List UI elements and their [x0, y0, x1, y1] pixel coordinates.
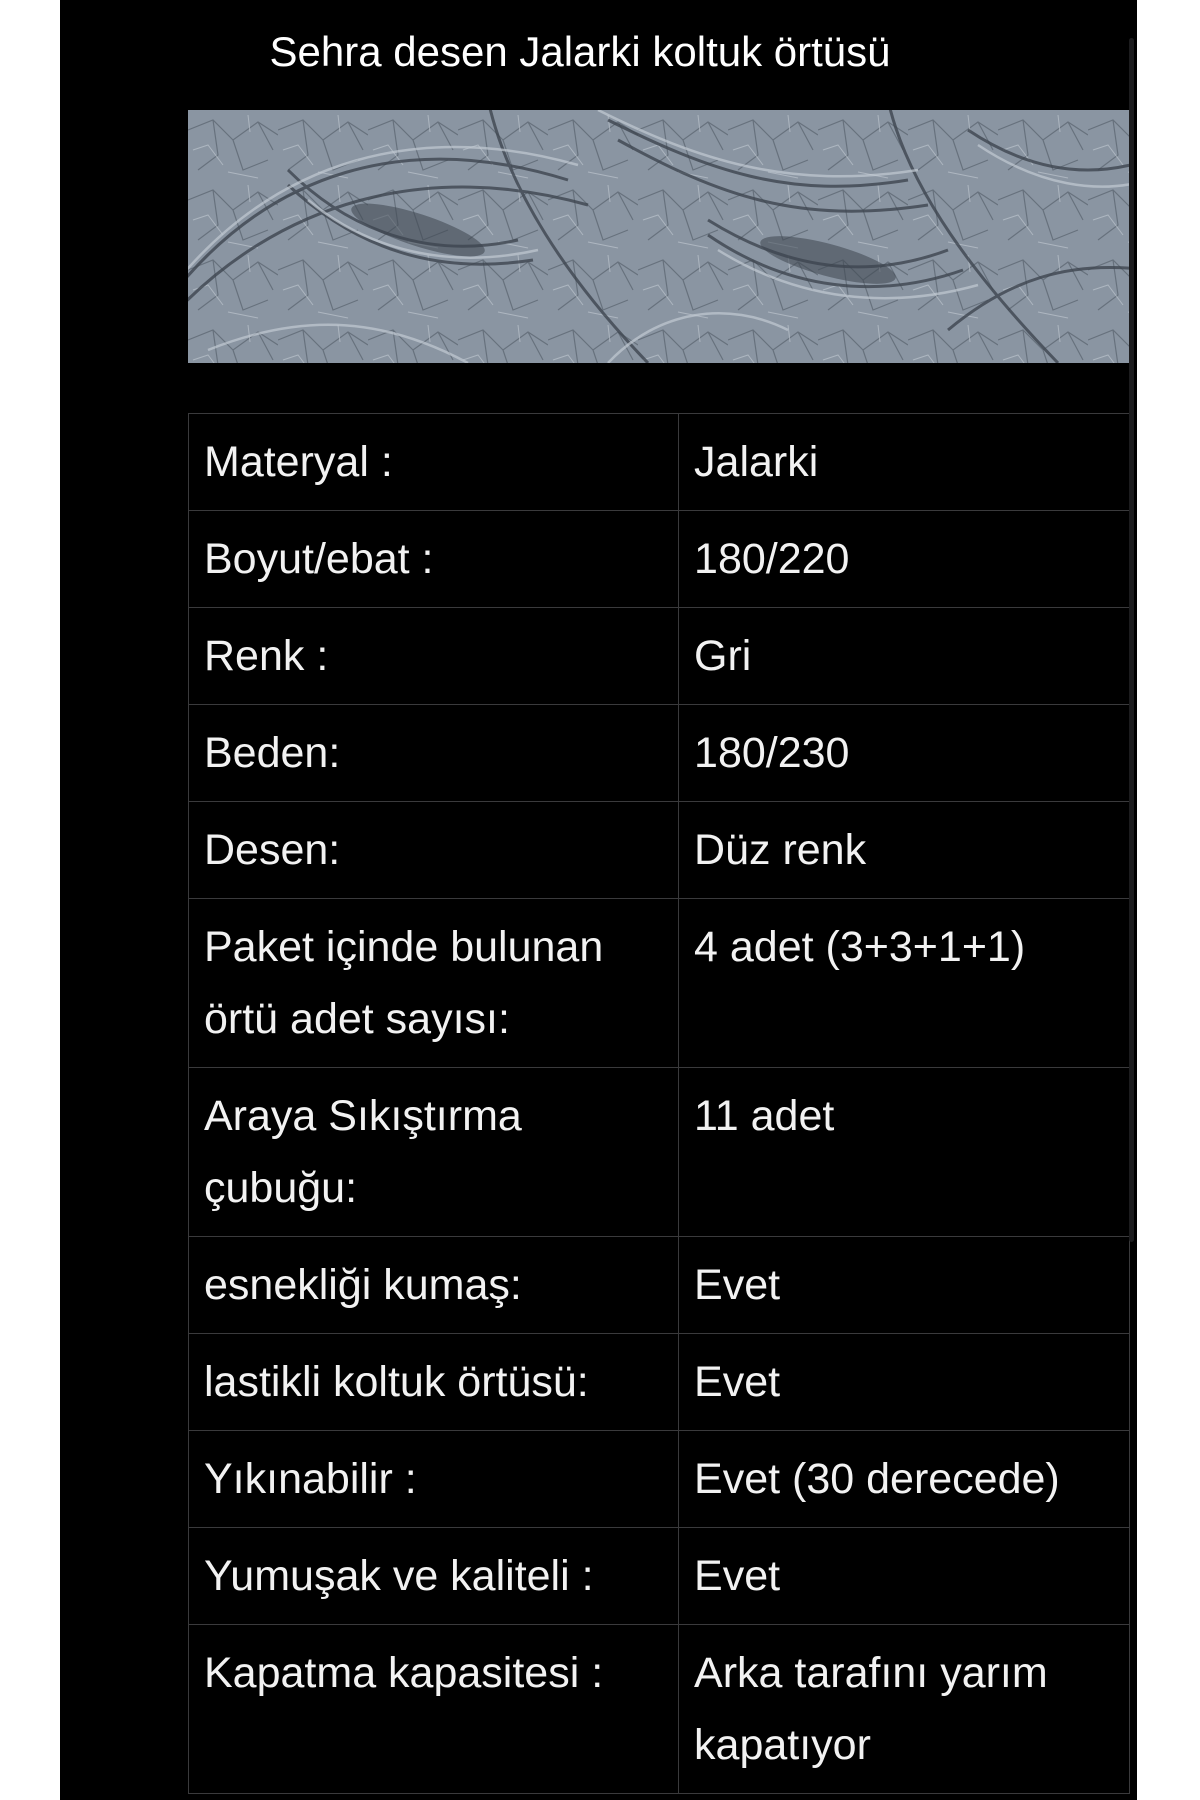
spec-label: Araya Sıkıştırma çubuğu: — [189, 1068, 679, 1237]
spec-label: esnekliği kumaş: — [189, 1237, 679, 1334]
table-row — [189, 1237, 1130, 1334]
spec-label: Kapatma kapasitesi : — [189, 1625, 679, 1794]
table-row — [189, 1334, 1130, 1431]
table-row — [189, 608, 1130, 705]
spec-label: Boyut/ebat : — [189, 511, 679, 608]
spec-label: Yıkınabilir : — [189, 1431, 679, 1528]
table-row — [189, 1068, 1130, 1237]
spec-value: Evet — [679, 1334, 1130, 1431]
product-detail-panel[interactable] — [60, 0, 1137, 1800]
table-row — [189, 705, 1130, 802]
table-row — [189, 1528, 1130, 1625]
product-title: Sehra desen Jalarki koltuk örtüsü — [269, 28, 891, 75]
table-row — [189, 414, 1130, 511]
spec-value: 180/230 — [679, 705, 1130, 802]
spec-label: Beden: — [189, 705, 679, 802]
specification-table — [188, 413, 1130, 1794]
spec-value: 11 adet — [679, 1068, 1130, 1237]
table-row — [189, 1431, 1130, 1528]
spec-value: Evet — [679, 1237, 1130, 1334]
spec-label: Desen: — [189, 802, 679, 899]
spec-value: Arka tarafını yarım kapatıyor — [679, 1625, 1130, 1794]
table-row — [189, 802, 1130, 899]
spec-label: Paket içinde bulunan örtü adet sayısı: — [189, 899, 679, 1068]
fabric-pattern-swatch-icon — [188, 110, 1129, 363]
spec-value: Jalarki — [679, 414, 1130, 511]
spec-value: 4 adet (3+3+1+1) — [679, 899, 1130, 1068]
spec-value: Düz renk — [679, 802, 1130, 899]
spec-value: Evet (30 derecede) — [679, 1431, 1130, 1528]
spec-label: lastikli koltuk örtüsü: — [189, 1334, 679, 1431]
fabric-pattern-image — [188, 110, 1129, 363]
table-row — [189, 1625, 1130, 1794]
spec-value: 180/220 — [679, 511, 1130, 608]
spec-label: Yumuşak ve kaliteli : — [189, 1528, 679, 1625]
table-row — [189, 511, 1130, 608]
scrollbar[interactable] — [1129, 38, 1134, 1242]
spec-label: Materyal : — [189, 414, 679, 511]
spec-value: Gri — [679, 608, 1130, 705]
spec-label: Renk : — [189, 608, 679, 705]
table-row — [189, 899, 1130, 1068]
spec-value: Evet — [679, 1528, 1130, 1625]
